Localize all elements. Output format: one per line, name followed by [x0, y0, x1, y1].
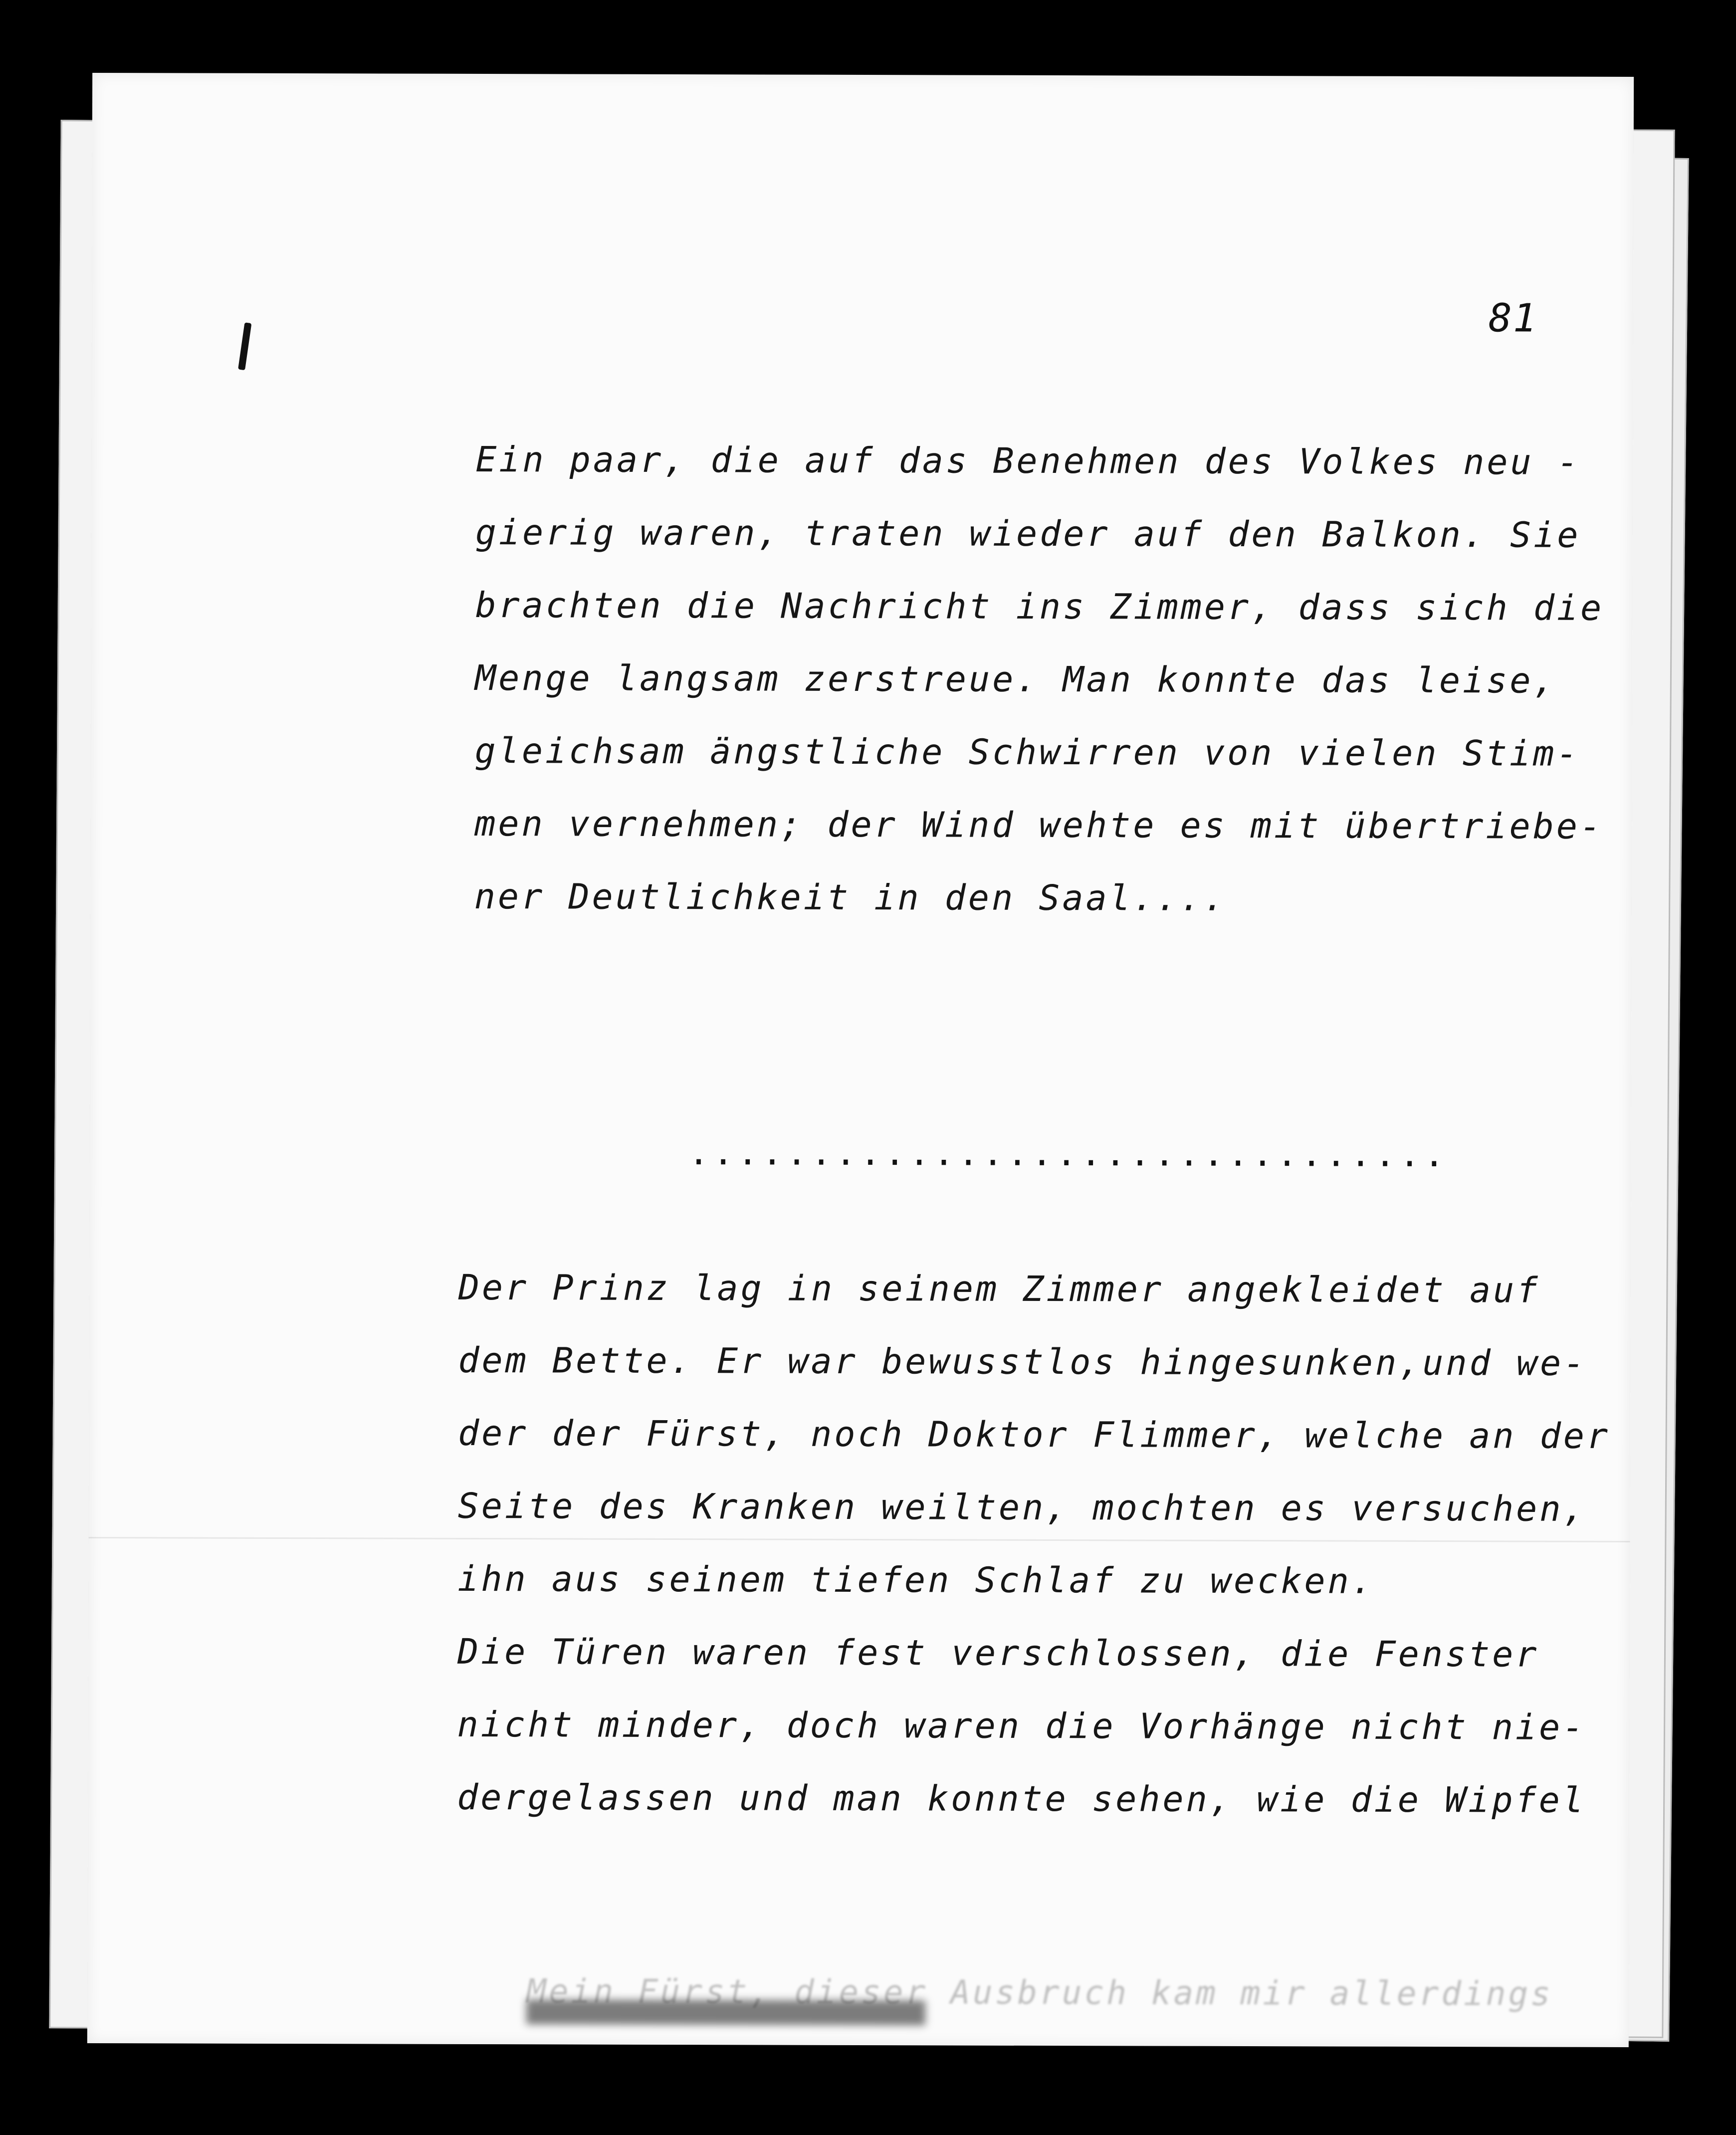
text-line: nicht minder, doch waren die Vorhänge nicht nie- — [457, 1704, 1586, 1748]
text-line: gierig waren, traten wieder auf den Balkon. Sie — [475, 511, 1581, 556]
text-line: dem Bette. Er war bewusstlos hingesunken,und we- — [458, 1339, 1587, 1384]
text-line: ihn aus seinem tiefen Schlaf zu wecken. — [457, 1558, 1375, 1602]
paragraph-1 — [474, 423, 1605, 936]
typed-page — [87, 73, 1634, 2047]
text-line: dergelassen und man konnte sehen, wie die Wipfel — [457, 1776, 1586, 1821]
text-line: men vernehmen; der Wind wehte es mit übertriebe- — [474, 803, 1604, 847]
section-separator: ............................... — [688, 1132, 1449, 1175]
text-line: Der Prinz lag in seinem Zimmer angekleidet auf — [458, 1267, 1540, 1311]
text-line: Menge langsam zerstreue. Man konnte das leise, — [474, 657, 1557, 701]
paragraph-2 — [457, 1251, 1611, 1837]
text-line: ner Deutlichkeit in den Saal.... — [474, 875, 1227, 919]
text-line: der der Fürst, noch Doktor Flimmer, welche an der — [457, 1412, 1611, 1457]
text-line: Ein paar, die auf das Benehmen des Volkes neu - — [475, 438, 1581, 483]
text-line: Die Türen waren fest verschlossen, die Fenster — [457, 1631, 1539, 1675]
page-number: 81 — [1488, 296, 1537, 341]
text-line: brachten die Nachricht ins Zimmer, dass sich die — [475, 584, 1604, 629]
margin-mark — [238, 322, 251, 370]
text-line: Seite des Kranken weilten, mochten es versuchen, — [457, 1485, 1587, 1529]
bleed-through-text: Mein Fürst, dieser Ausbruch kam mir allerdings — [526, 1972, 1553, 2013]
text-line: gleichsam ängstliche Schwirren von vielen Stim- — [474, 730, 1580, 774]
